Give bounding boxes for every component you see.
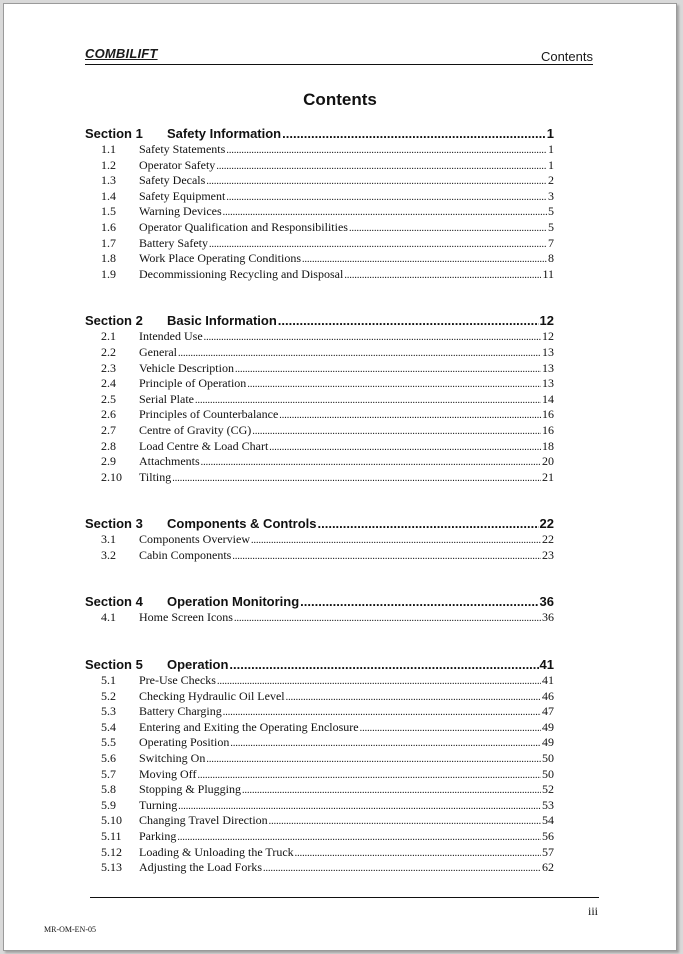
entry-page: 16 [542,422,554,437]
dot-leader [269,440,541,456]
entry-page: 56 [542,829,554,843]
dot-leader [344,268,541,284]
dot-leader [349,221,547,237]
entry-page: 12 [542,329,554,344]
dot-leader [204,330,541,346]
entry-title: Warning Devices [139,204,222,219]
toc-section [85,312,554,485]
entry-title: Parking [139,829,177,843]
toc-entry[interactable] [85,439,554,455]
page-header [85,46,593,65]
dot-leader [235,362,541,378]
entry-number: 3.2 [101,547,116,562]
toc-section-heading[interactable] [85,312,554,329]
entry-page: 41 [542,673,554,688]
toc-section [85,515,554,563]
entry-title: Safety Equipment [139,188,226,203]
toc-section [85,125,554,282]
toc-entry[interactable] [85,735,554,751]
entry-page: 62 [542,860,554,875]
page-number: iii [587,904,598,918]
toc-entry[interactable] [85,329,554,345]
entry-number: 5.7 [101,766,116,781]
toc-entry[interactable] [85,423,554,439]
toc-entry[interactable] [85,767,554,783]
footer-divider [90,897,599,898]
entry-number: 2.3 [101,360,116,375]
toc-entry[interactable] [85,782,554,798]
entry-page: 50 [542,751,554,766]
dot-leader [282,125,546,142]
entry-page: 36 [542,610,554,625]
toc-entry[interactable] [85,204,554,220]
entry-title: Work Place Operating Conditions [139,251,302,266]
entry-number: 2.10 [101,469,122,484]
combilift-logo: COMBILIFT [85,46,158,61]
entry-page: 57 [542,844,554,859]
entry-number: 5.4 [101,719,116,734]
section-number: Section 3 [85,516,143,532]
entry-title: Centre of Gravity (CG) [139,422,252,437]
entry-title: Safety Statements [139,142,226,156]
toc-entry[interactable] [85,361,554,377]
entry-number: 2.4 [101,376,116,391]
dot-leader [177,830,541,846]
entry-page: 53 [542,797,554,812]
dot-leader [217,674,541,690]
entry-title: Operating Position [139,735,230,750]
dot-leader [197,768,541,784]
entry-number: 1.7 [101,235,116,250]
toc-entry[interactable] [85,813,554,829]
dot-leader [178,346,541,362]
dot-leader [230,736,541,752]
entry-number: 1.5 [101,204,116,219]
entry-title: Principles of Counterbalance [139,407,279,422]
entry-title: Tilting [139,469,172,484]
toc-entry[interactable] [85,142,554,158]
entry-number: 1.9 [101,266,116,281]
entry-number: 2.9 [101,454,116,469]
toc-entry[interactable] [85,798,554,814]
toc-entry[interactable] [85,860,554,876]
entry-number: 3.1 [101,532,116,547]
entry-page: 23 [542,547,554,562]
dot-leader [269,814,541,830]
entry-page: 18 [542,438,554,453]
entry-number: 1.3 [101,173,116,188]
entry-number: 1.6 [101,219,116,234]
section-page: 36 [539,594,554,610]
toc-entry[interactable] [85,220,554,236]
entry-page: 2 [548,173,554,188]
toc-entry[interactable] [85,189,554,205]
entry-number: 1.2 [101,157,116,172]
entry-page: 22 [542,532,554,547]
section-page: 1 [546,126,554,141]
entry-title: Entering and Exiting the Operating Enclosure [139,719,359,734]
dot-leader [242,783,541,799]
dot-leader [279,408,541,424]
entry-title: Switching On [139,751,206,766]
entry-page: 49 [542,735,554,750]
entry-title: Safety Decals [139,173,206,188]
entry-title: Operator Qualification and Responsibilities [139,219,348,234]
entry-page: 20 [542,454,554,469]
entry-title: Serial Plate [139,391,194,406]
entry-title: Operator Safety [139,157,216,172]
toc-entry[interactable] [85,720,554,736]
entry-number: 5.3 [101,704,116,719]
entry-page: 5 [548,219,554,234]
entry-number: 2.7 [101,422,116,437]
toc-entry[interactable] [85,845,554,861]
entry-title: Battery Safety [139,235,208,250]
dot-leader [232,549,541,565]
section-page: 41 [539,657,554,673]
entry-page: 13 [542,360,554,375]
dot-leader [251,533,541,549]
section-title: Operation [167,657,229,673]
entry-page: 13 [542,376,554,391]
toc-entry[interactable] [85,407,554,423]
dot-leader [206,752,541,768]
dot-leader [247,377,541,393]
dot-leader [216,159,547,175]
dot-leader [302,252,547,268]
entry-title: Stopping & Plugging [139,782,242,797]
toc-entry[interactable] [85,548,554,564]
dot-leader [300,593,538,610]
entry-title: Vehicle Description [139,360,234,375]
toc-entry[interactable] [85,236,554,252]
section-number: Section 4 [85,594,143,610]
table-of-contents [85,125,554,876]
entry-page: 13 [542,344,554,359]
entry-title: Battery Charging [139,704,222,719]
toc-entry[interactable] [85,689,554,705]
entry-number: 5.6 [101,751,116,766]
entry-number: 5.1 [101,673,116,688]
entry-page: 7 [548,235,554,250]
dot-leader [223,705,541,721]
toc-entry[interactable] [85,704,554,720]
dot-leader [318,515,539,532]
entry-number: 5.5 [101,735,116,750]
section-title: Safety Information [167,126,282,141]
toc-entry[interactable] [85,610,554,626]
section-page: 12 [539,313,554,329]
entry-number: 5.2 [101,688,116,703]
entry-number: 5.9 [101,797,116,812]
entry-page: 49 [542,719,554,734]
entry-number: 4.1 [101,610,116,625]
toc-entry[interactable] [85,829,554,845]
dot-leader [234,611,541,627]
section-number: Section 2 [85,313,143,329]
entry-number: 1.4 [101,188,116,203]
entry-page: 8 [548,251,554,266]
header-section-label: Contents [540,49,593,64]
toc-section-heading[interactable] [85,593,554,610]
toc-entry[interactable] [85,673,554,689]
entry-title: Checking Hydraulic Oil Level [139,688,285,703]
toc-entry[interactable] [85,173,554,189]
entry-title: Attachments [139,454,200,469]
dot-leader [195,393,541,409]
entry-title: Components Overview [139,532,250,547]
page-title: Contents [303,90,377,109]
dot-leader [178,799,541,815]
toc-section-heading[interactable] [85,515,554,532]
entry-page: 21 [542,469,554,484]
toc-section-heading[interactable] [85,656,554,673]
toc-entry[interactable] [85,267,554,283]
entry-title: Cabin Components [139,547,232,562]
document-code: MR-OM-EN-05 [44,925,96,934]
entry-title: Loading & Unloading the Truck [139,844,294,859]
dot-leader [209,237,547,253]
entry-number: 2.6 [101,407,116,422]
dot-leader [229,656,538,673]
entry-title: Decommissioning Recycling and Disposal [139,266,344,281]
section-title: Components & Controls [167,516,317,532]
entry-number: 5.8 [101,782,116,797]
entry-page: 54 [542,813,554,828]
document-page [3,3,677,951]
entry-title: Turning [139,797,178,812]
entry-page: 16 [542,407,554,422]
dot-leader [226,143,547,159]
dot-leader [263,861,541,877]
section-title: Operation Monitoring [167,594,300,610]
toc-entry[interactable] [85,470,554,486]
entry-page: 5 [548,204,554,219]
dot-leader [360,721,541,737]
entry-title: Pre-Use Checks [139,673,216,688]
entry-title: Principle of Operation [139,376,247,391]
toc-entry[interactable] [85,532,554,548]
toc-entry[interactable] [85,251,554,267]
entry-number: 2.5 [101,391,116,406]
entry-number: 2.8 [101,438,116,453]
toc-entry[interactable] [85,392,554,408]
entry-page: 14 [542,391,554,406]
entry-page: 1 [548,157,554,172]
dot-leader [223,205,547,221]
dot-leader [201,455,541,471]
entry-number: 5.12 [101,844,122,859]
entry-page: 52 [542,782,554,797]
toc-entry[interactable] [85,454,554,470]
entry-title: Adjusting the Load Forks [139,860,262,875]
toc-entry[interactable] [85,345,554,361]
entry-title: Moving Off [139,766,197,781]
entry-page: 50 [542,766,554,781]
section-number: Section 5 [85,657,143,673]
entry-number: 5.10 [101,813,122,828]
dot-leader [206,174,547,190]
dot-leader [286,690,541,706]
toc-entry[interactable] [85,376,554,392]
toc-entry[interactable] [85,751,554,767]
toc-entry[interactable] [85,158,554,174]
entry-title: Load Centre & Load Chart [139,438,269,453]
dot-leader [278,312,539,329]
entry-number: 2.1 [101,329,116,344]
entry-number: 5.13 [101,860,122,875]
toc-section [85,593,554,626]
dot-leader [295,846,541,862]
toc-section-heading[interactable] [85,125,554,142]
entry-page: 3 [548,188,554,203]
entry-number: 1.8 [101,251,116,266]
dot-leader [226,190,547,206]
entry-title: Intended Use [139,329,203,344]
section-page: 22 [539,516,554,532]
entry-number: 1.1 [101,142,116,156]
toc-section [85,656,554,876]
entry-title: Home Screen Icons [139,610,233,625]
section-number: Section 1 [85,126,143,141]
dot-leader [172,471,541,487]
entry-number: 2.2 [101,344,116,359]
entry-number: 5.11 [101,829,122,843]
dot-leader [252,424,541,440]
entry-title: General [139,344,177,359]
entry-title: Changing Travel Direction [139,813,268,828]
entry-page: 11 [542,266,554,281]
section-title: Basic Information [167,313,277,329]
entry-page: 1 [548,142,554,156]
entry-page: 46 [542,688,554,703]
entry-page: 47 [542,704,554,719]
